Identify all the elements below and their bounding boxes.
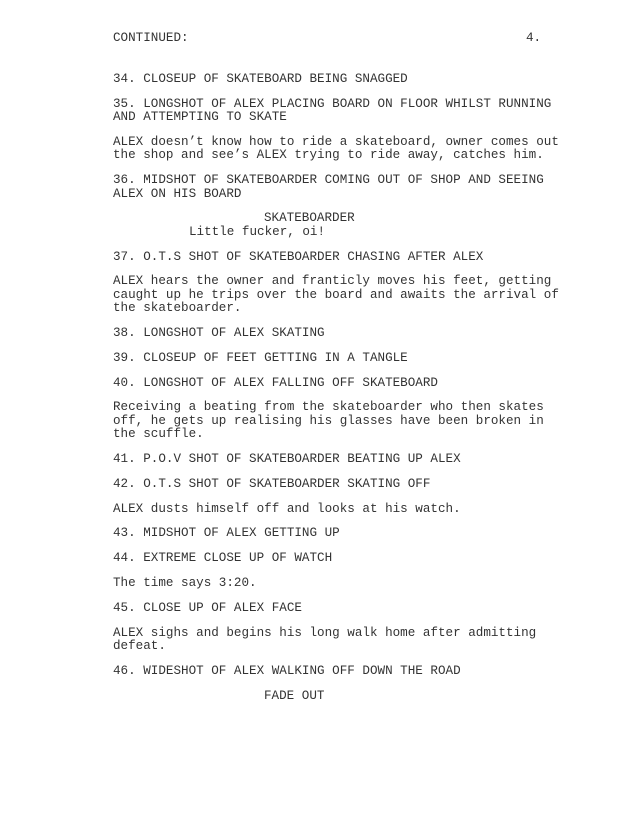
character-name: SKATEBOARDER <box>264 211 355 226</box>
action-line: ALEX hears the owner and franticly moves his feet, getting caught up he trips over the board and awaits the arrival of the skateboarder. <box>113 274 559 316</box>
shot-heading-45: 45. CLOSE UP OF ALEX FACE <box>113 600 302 615</box>
action-line: ALEX dusts himself off and looks at his watch. <box>113 501 461 516</box>
shot-heading-43: 43. MIDSHOT OF ALEX GETTING UP <box>113 526 340 541</box>
script-body <box>113 73 583 703</box>
shot-heading-34: 34. CLOSEUP OF SKATEBOARD BEING SNAGGED <box>113 72 408 86</box>
shot-heading-40: 40. LONGSHOT OF ALEX FALLING OFF SKATEBOARD <box>113 375 438 390</box>
shot-heading-39: 39. CLOSEUP OF FEET GETTING IN A TANGLE <box>113 350 408 365</box>
page-number: 4. <box>526 31 542 45</box>
action-line: ALEX sighs and begins his long walk home after admitting defeat. <box>113 625 537 653</box>
shot-heading-35: 35. LONGSHOT OF ALEX PLACING BOARD ON FLOOR WHILST RUNNING AND ATTEMPTING TO SKATE <box>113 96 552 125</box>
shot-heading-38: 38. LONGSHOT OF ALEX SKATING <box>113 326 325 341</box>
shot-heading-42: 42. O.T.S SHOT OF SKATEBOARDER SKATING OFF <box>113 476 431 491</box>
shot-heading-41: 41. P.O.V SHOT OF SKATEBOARDER BEATING UP ALEX <box>113 452 461 467</box>
transition-fade-out: FADE OUT <box>264 688 325 703</box>
continued-label: CONTINUED: <box>113 31 189 45</box>
dialogue-line: Little fucker, oi! <box>189 224 326 239</box>
shot-heading-36: 36. MIDSHOT OF SKATEBOARDER COMING OUT OF SHOP AND SEEING ALEX ON HIS BOARD <box>113 173 544 201</box>
shot-heading-44: 44. EXTREME CLOSE UP OF WATCH <box>113 551 333 566</box>
action-line: ALEX doesn’t know how to ride a skateboard, owner comes out the shop and see’s ALEX trying to ride away, catches him. <box>113 135 559 163</box>
shot-heading-37: 37. O.T.S SHOT OF SKATEBOARDER CHASING AFTER ALEX <box>113 249 484 264</box>
action-line: The time says 3:20. <box>113 576 257 590</box>
action-line: Receiving a beating from the skateboarder who then skates off, he gets up realising his glasses have been broken in the scuffle. <box>113 400 544 442</box>
shot-heading-46: 46. WIDESHOT OF ALEX WALKING OFF DOWN THE ROAD <box>113 663 461 678</box>
